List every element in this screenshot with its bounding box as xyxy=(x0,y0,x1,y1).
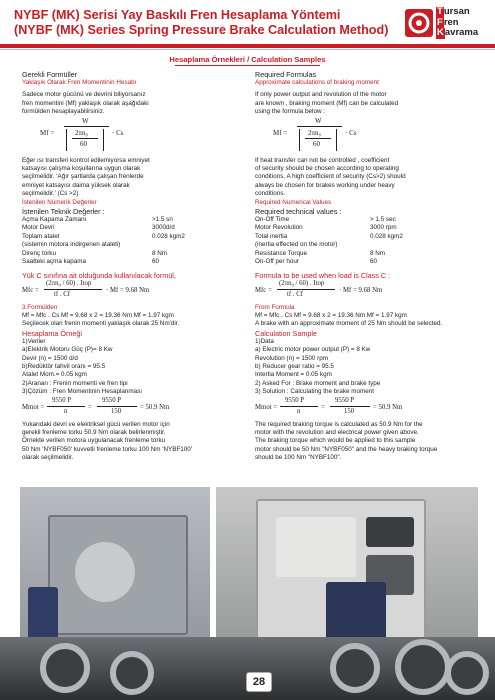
selection-note-en: A brake with an approximate moment of 25 Nm should be selected. xyxy=(255,320,443,328)
class-c-subheading-en: Formula to be used when load is Class C : xyxy=(255,270,391,280)
turkish-column: Gerekli Formüller Yaklaşık Olarak Fren Momentinin Hesabı Sadece motor gücünü ve devrini biliyorsanız fren momentini (Mf) yaklaşık olarak aşağıdaki formülden hesaplayabilirsiniz. Mf = W 2πn₀ 60 · Cs Eğer ısı transferi kontrol edilemiyorsa emniyet katsayısı çalışma koşullarına uygun olarak seçilmelidir. 'Ağır şartlarda çalışan frenlerde emniyet katsayısı daima yüksek olarak seçilmelidir.' (Cs >2) İstenilen Nümerik Değerler İstenilen Teknik Değerler : Açma Kapama Zamanı >1.5 sn Motor Devri 3000d/d Toplam atalet 0.028 kgm2 (sistemin motora indirgenen ataleti) Direnç torku 8 Nm Saatteki açma kapama 60 Yük C sınıfına ait olduğunda kullanılacak formül, Mfc = (2πn₀ / 60) . Itop tf . Cf · Mf = 9.68 Nm 3.Formülden Mf = Mfc . Cs Mf = 9.68 x 2 = 19.36 Nm Mf = 1.97 kgm Seçilecek olan frenin momenti yaklaşık olarak 25 Nm'dir. Hesaplama Örneği 1)Veriler a)Elektrik Motoru Güç (P)= 8 Kw Devir (n) = 1500 d/d b)Redüktör tahvil oranı = 95.5 Atalet Mom.= 0.05 kgm 2)Aranan : Frenin momenti ve fren tipi 3)Çözüm : Fren Momentinin Hesaplanması Mmot = 9550 P n = 9550 P 150 = 50.9 Nm Yukarıdaki devri ve elektriksel gücü verilen motor için gerekli frenleme torku 50.9 Nm olarak belirlenmiştir. Örnekte verilen motora uygulanacak frenleme torku 50 Nm 'NYBF050' kuvvetli frenleme torku 100 Nm 'NYBF100' olarak seçilmelidir. xyxy=(22,70,250,463)
from-formula-subheading: 3.Formülden xyxy=(22,303,58,311)
value-row: Açma Kapama Zamanı >1.5 sn xyxy=(22,216,173,224)
title-english: (NYBF (MK) Series Spring Pressure Brake Calculation Method) xyxy=(14,23,389,37)
page-number: 28 xyxy=(246,672,272,692)
value-row: (sistemin motora indirgenen ataleti) xyxy=(22,241,121,249)
english-column: Required Formulas Approximate calculations of braking moment If only power output and revolution of the motor are known , braking moment (Mf) can be calculated using the formula below : Mf = W 2πn₀ 60 · Cs If heat transfer can not be controlled , coefficient of security should be chosen according to operating conditions. A high coefficient of security (Cs>2) should always be chosen for brakes working under heavy conditions. Required Numerical Values Required technical values : On-Off Time > 1.5 sec Motor Revolution 3000 rpm Total inertia 0.028 kgm2 (inertia effected on the motor) Resistance Torque 8 Nm On-Off per hour 60 Formula to be used when load is Class C : Mfc = (2πn₀ / 60) . Itop tf . Cf · Mf = 9.68 Nm From Formula Mf = Mfc . Cs Mf = 9.68 x 2 = 19.36 Nm Mf = 1.97 kgm A brake with an approximate moment of 25 Nm should be selected. Calculation Sample 1)Data a) Electric motor power output (P) = 8 Kw Revolution (n) = 1500 rpm b) Reducer gear ratio = 95.5 Intertia Moment = 0.05 kgm 2) Asked For : Brake moment and brake type 3) Solution : Calculating the brake moment Mmot = 9550 P n = 9550 P 150 = 50.9 Nm The required braking torque is calculated as 50.9 Nm for the motor with the revolution and electrical power given above. The braking torque which would be applied to this sample motor should be 50 Nm "NYBF050" and the heavy braking torque should be 100 Nm "NYBF100". xyxy=(255,70,483,463)
value-row: On-Off Time > 1.5 sec xyxy=(255,216,396,224)
calculation-sample-subheading: Hesaplama Örneği xyxy=(22,328,82,338)
result-line: Mf = Mfc . Cs Mf = 9.68 x 2 = 19.36 Nm Mf = 1.97 kgm xyxy=(22,311,174,319)
value-row: On-Off per hour 60 xyxy=(255,258,378,266)
value-row: Toplam atalet 0.028 kgm2 xyxy=(22,232,185,240)
photo-collage xyxy=(0,487,495,700)
class-c-formula-en: Mfc = (2πn₀ / 60) . Itop tf . Cf · Mf = 9.68 Nm xyxy=(255,279,383,298)
required-formulas-heading: Gerekli Formüller xyxy=(22,70,78,79)
calculation-sample-subheading-en: Calculation Sample xyxy=(255,328,317,338)
value-row: Direnç torku 8 Nm xyxy=(22,249,168,257)
page-header xyxy=(0,0,495,62)
class-c-subheading: Yük C sınıfına ait olduğunda kullanılacak formül, xyxy=(22,270,176,280)
header-red-bar xyxy=(0,44,495,48)
approx-moment-subheading-en: Approximate calculations of braking moment xyxy=(255,79,379,86)
motor-moment-formula: Mmot = 9550 P n = 9550 P 150 = 50.9 Nm xyxy=(22,396,170,415)
company-logo: Tursan Fren Kavrama xyxy=(405,6,485,40)
numerical-values-subheading: İstenilen Nümerik Değerler xyxy=(22,198,97,206)
section-underline xyxy=(175,65,320,66)
class-c-formula: Mfc = (2πn₀ / 60) . Itop tf . Cf · Mf = 9.68 Nm xyxy=(22,279,150,298)
logo-emblem-icon xyxy=(405,9,433,37)
value-row: Total inertia 0.028 kgm2 xyxy=(255,232,403,240)
value-row: Saatteki açma kapama 60 xyxy=(22,258,160,266)
header-divider xyxy=(0,49,495,50)
value-row: (inertia effected on the motor) xyxy=(255,241,338,249)
from-formula-subheading-en: From Formula xyxy=(255,303,295,311)
value-row: Resistance Torque 8 Nm xyxy=(255,249,386,257)
title-turkish: NYBF (MK) Serisi Yay Baskılı Fren Hesaplama Yöntemi xyxy=(14,8,341,22)
value-row: Motor Devri 3000d/d xyxy=(22,224,175,232)
numerical-values-subheading-en: Required Numerical Values xyxy=(255,198,332,206)
motor-moment-formula-en: Mmot = 9550 P n = 9550 P 150 = 50.9 Nm xyxy=(255,396,403,415)
brake-moment-formula-en: Mf = W 2πn₀ 60 · Cs xyxy=(255,117,483,153)
approx-moment-subheading: Yaklaşık Olarak Fren Momentinin Hesabı xyxy=(22,79,137,86)
selection-note: Seçilecek olan frenin momenti yaklaşık olarak 25 Nm'dir. xyxy=(22,320,180,328)
section-title: Hesaplama Örnekleri / Calculation Samples xyxy=(169,55,326,64)
required-formulas-heading-en: Required Formulas xyxy=(255,70,317,79)
brake-moment-formula: Mf = W 2πn₀ 60 · Cs xyxy=(22,117,250,153)
result-line-en: Mf = Mfc . Cs Mf = 9.68 x 2 = 19.36 Nm Mf = 1.97 kgm xyxy=(255,311,407,319)
value-row: Motor Revolution 3000 rpm xyxy=(255,224,397,232)
